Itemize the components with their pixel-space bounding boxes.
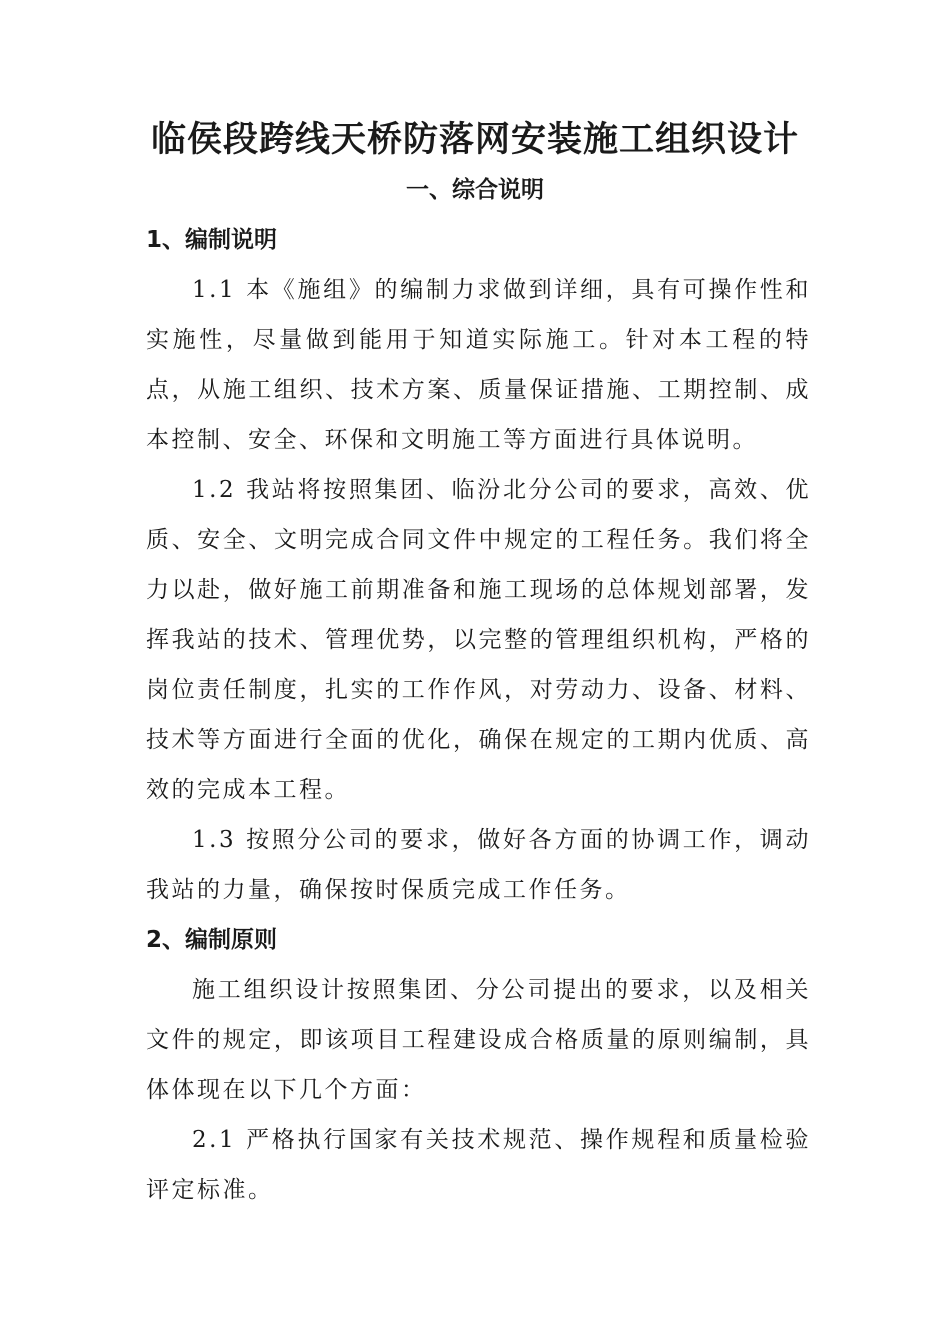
- paragraph-2-1: 2.1 严格执行国家有关技术规范、操作规程和质量检验评定标准。: [146, 1127, 811, 1203]
- heading-compilation-notes: 1、编制说明: [146, 227, 278, 253]
- document-title: 临侯段跨线天桥防落网安装施工组织设计: [150, 120, 799, 160]
- section-title: 一、综合说明: [406, 177, 544, 203]
- paragraph-2-intro: 施工组织设计按照集团、分公司提出的要求，以及相关文件的规定，即该项目工程建设成合格质量的原则编制，具体体现在以下几个方面：: [146, 977, 811, 1103]
- paragraph-1-1: 1.1 本《施组》的编制力求做到详细，具有可操作性和实施性，尽量做到能用于知道实际施工。针对本工程的特点，从施工组织、技术方案、质量保证措施、工期控制、成本控制、安全、环保和文明施工等方面进行具体说明。: [146, 277, 811, 453]
- heading-compilation-principles: 2、编制原则: [146, 927, 278, 953]
- document-body: [146, 215, 811, 1215]
- paragraph-1-3: 1.3 按照分公司的要求，做好各方面的协调工作，调动我站的力量，确保按时保质完成工作任务。: [146, 827, 811, 903]
- paragraph-1-2: 1.2 我站将按照集团、临汾北分公司的要求，高效、优质、安全、文明完成合同文件中规定的工程任务。我们将全力以赴，做好施工前期准备和施工现场的总体规划部署，发挥我站的技术、管理优势，以完整的管理组织机构，严格的岗位责任制度，扎实的工作作风，对劳动力、设备、材料、技术等方面进行全面的优化，确保在规定的工期内优质、高效的完成本工程。: [146, 477, 811, 803]
